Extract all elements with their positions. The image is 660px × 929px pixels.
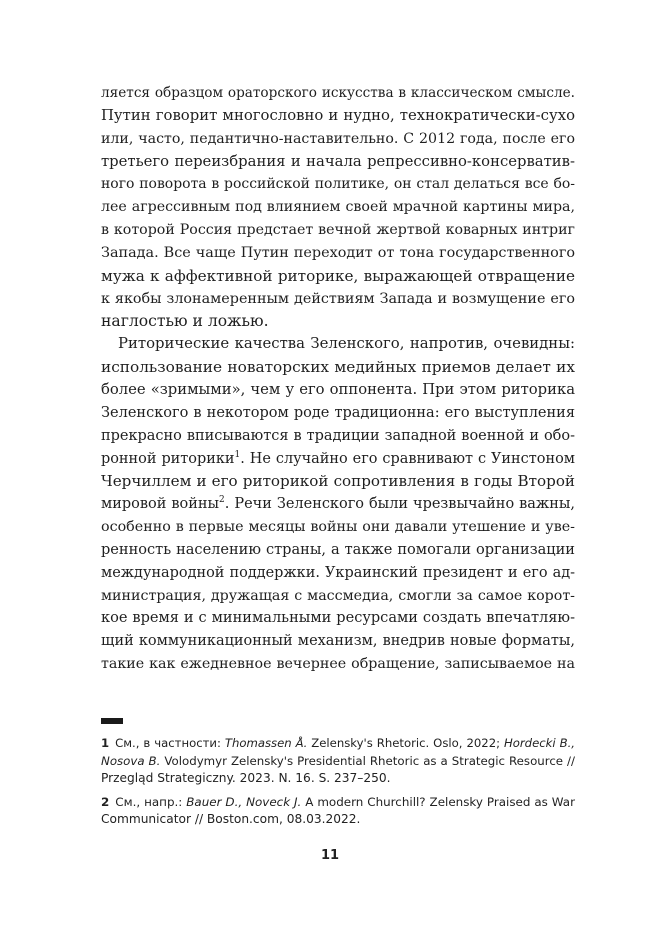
- footnote-line: [101, 794, 575, 812]
- text-line: в которой Россия предстает вечной жертвой коварных интриг: [101, 222, 575, 239]
- text-line: Зеленского в некотором роде традиционна: его выступления: [101, 404, 575, 421]
- text-line: кое время и с минимальными ресурсами создать впечатляю-: [101, 610, 575, 627]
- footnote-line: [101, 770, 575, 788]
- main-text: [101, 82, 575, 676]
- text-fragment: Речи Зеленского были чрезвычайно важны,: [234, 496, 575, 513]
- text-line: Путин говорит многословно и нудно, технократически-сухо: [101, 106, 575, 124]
- text-line: или, часто, педантично-наставительно. С 2012 года, после его: [101, 130, 575, 147]
- footnote-author: Nosova B.: [101, 753, 161, 768]
- text-line: такие как ежедневное вечернее обращение, записываемое на: [101, 656, 575, 673]
- footnote-text: См., в частности:: [115, 736, 225, 750]
- footnote-text: См., напр.:: [115, 794, 187, 809]
- footnote-author: Hordecki B.,: [503, 736, 575, 750]
- footnote-text: Volodymyr Zelensky's Presidential Rhetoric as a Strategic Resource //: [160, 753, 575, 768]
- text-line: мировой войны$^2$. Речи Зеленского были чрезвычайно важны,: [101, 495, 575, 513]
- text-line: Риторические качества Зеленского, напротив, очевидны:: [118, 335, 575, 353]
- footnotes: [101, 735, 575, 829]
- footnote-text: A modern Churchill? Zelensky Praised as War: [301, 794, 575, 809]
- footnote-number: 2: [101, 794, 110, 809]
- text-line: международной поддержки. Украинский президент и его ад-: [101, 564, 575, 581]
- footnote-ref[interactable]: 2: [219, 495, 225, 506]
- text-line: наглостью и ложью.: [101, 312, 269, 331]
- footnote-line: [101, 811, 575, 829]
- footnote-text: Zelensky's Rhetoric. Oslo, 2022;: [307, 736, 504, 750]
- text-line: прекрасно вписываются в традиции западной военной и обо-: [101, 427, 575, 444]
- text-line: Черчиллем и его риторикой сопротивления в годы Второй: [101, 472, 575, 491]
- text-line: ронной риторики$^1$. Не случайно его сравнивают с Уинстоном: [101, 449, 575, 467]
- text-line: к якобы злонамеренным действиям Запада и возмущение его: [101, 290, 575, 307]
- text-line: более «зримыми», чем у его оппонента. При этом риторика: [101, 380, 575, 398]
- text-fragment: ронной риторики: [101, 450, 235, 467]
- text-line: ренность населению страны, а также помогали организации: [101, 541, 575, 558]
- text-line: использование новаторских медийных приемов делает их: [101, 358, 575, 377]
- text-line: лее агрессивным под влиянием своей мрачной картины мира,: [101, 199, 575, 216]
- page-number: 11: [320, 848, 340, 863]
- text-line: министрация, дружащая с массмедиа, смогли за самое корот-: [101, 587, 575, 604]
- text-line: ляется образцом ораторского искусства в классическом смысле.: [101, 85, 575, 101]
- text-line: щий коммуникационный механизм, внедрив новые форматы,: [101, 633, 575, 650]
- footnote-ref[interactable]: 1: [234, 449, 241, 460]
- footnote-author: Thomassen Å.: [224, 736, 308, 750]
- footnote-number: 1: [101, 736, 110, 750]
- text-line: мужа к аффективной риторике, выражающей отвращение: [101, 266, 575, 285]
- text-fragment: мировой войны: [101, 496, 220, 513]
- footnote-text: Communicator // Boston.com, 08.03.2022.: [101, 812, 361, 827]
- footnote-author: Bauer D., Noveck J.: [186, 794, 302, 809]
- footnote-text: Przegląd Strategiczny. 2023. N. 16. S. 237–250.: [101, 771, 391, 786]
- footnote-line: [101, 735, 575, 753]
- text-line: особенно в первые месяцы войны они давали утешение и уве-: [101, 519, 575, 536]
- text-line: третьего переизбрания и начала репрессивно-консерватив-: [101, 152, 575, 170]
- footnote-line: [101, 753, 575, 771]
- footnote-separator: [101, 718, 123, 724]
- text-line: Запада. Все чаще Путин переходит от тона государственного: [101, 244, 575, 261]
- text-fragment: Не случайно его сравнивают с Уинстоном: [249, 450, 575, 467]
- text-line: ного поворота в российской политике, он стал делаться все бо-: [101, 176, 575, 193]
